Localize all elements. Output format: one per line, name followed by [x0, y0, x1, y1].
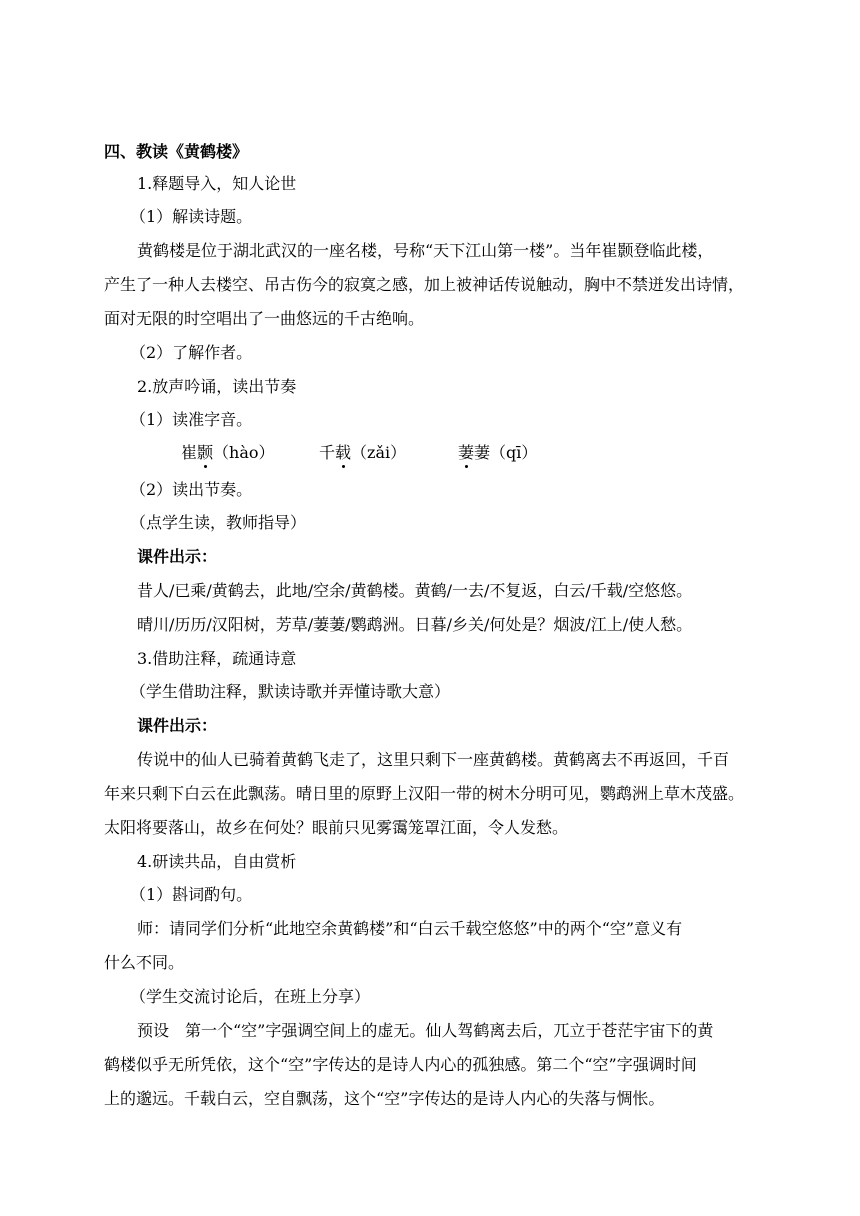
step1-sub2: （2）了解作者。 [130, 343, 253, 362]
pron-char: 千 [319, 443, 336, 462]
step3-note: （学生借助注释，默读诗歌并弄懂诗歌大意） [130, 682, 451, 701]
step3-courseware-label: 课件出示： [137, 716, 218, 735]
answer-line-2: 鹤楼似乎无所凭依，这个“空”字传达的是诗人内心的孤独感。第二个“空”字强调时间 [104, 1055, 697, 1074]
pron-emphasized-char: 载 [335, 443, 352, 462]
step1-para-line-2: 产生了一种人去楼空、吊古伤今的寂寞之感，加上被神话传说触动，胸中不禁迸发出诗情， [104, 275, 745, 294]
pron-emphasized-char: 萋 [458, 443, 475, 462]
step3-para-line-2: 年来只剩下白云在此飘荡。晴日里的原野上汉阳一带的树木分明可见，鹦鹉洲上草木茂盛。 [104, 784, 745, 803]
step2-title: 2.放声吟诵，读出节奏 [137, 377, 297, 396]
step1-para-line-3: 面对无限的时空唱出了一曲悠远的千古绝响。 [104, 309, 425, 328]
step2-sub1: （1）读准字音。 [130, 410, 253, 429]
step3-para-line-3: 太阳将要落山，故乡在何处？眼前只见雾霭笼罩江面，令人发愁。 [104, 818, 569, 837]
step2-sub2: （2）读出节奏。 [130, 480, 253, 499]
pron-emphasized-char: 颢 [197, 443, 214, 462]
pron-reading: （hào） [213, 443, 275, 462]
step1-para-line-1: 黄鹤楼是位于湖北武汉的一座名楼，号称“天下江山第一楼”。当年崔颢登临此楼， [137, 241, 714, 260]
rhythm-line-1: 昔人/已乘/黄鹤去，此地/空余/黄鹤楼。黄鹤/一去/不复返，白云/千载/空悠悠。 [137, 581, 693, 600]
step2-note: （点学生读，教师指导） [130, 513, 307, 532]
step4-note: （学生交流讨论后，在班上分享） [130, 987, 371, 1006]
step2-courseware-label: 课件出示： [137, 547, 218, 566]
pronunciation-item [319, 442, 406, 464]
question-line-2: 什么不同。 [104, 953, 185, 972]
step1-title: 1.释题导入，知人论世 [137, 174, 297, 193]
pron-char: 萋 [474, 443, 491, 462]
step1-sub1: （1）解读诗题。 [130, 207, 253, 226]
pronunciation-item [181, 442, 275, 464]
pronunciation-item [458, 442, 537, 464]
pron-reading: （qī） [490, 443, 538, 462]
question-line-1: 师：请同学们分析“此地空余黄鹤楼”和“白云千载空悠悠”中的两个“空”意义有 [137, 919, 683, 938]
pron-char: 崔 [181, 443, 198, 462]
step4-title: 4.研读共品，自由赏析 [137, 852, 297, 871]
step3-title: 3.借助注释，疏通诗意 [137, 649, 297, 668]
answer-line-3: 上的邈远。千载白云，空自飘荡，这个“空”字传达的是诗人内心的失落与惆怅。 [104, 1089, 665, 1108]
pron-reading: （zǎi） [351, 443, 407, 462]
answer-line-1: 预设 第一个“空”字强调空间上的虚无。仙人驾鹤离去后，兀立于苍茫宇宙下的黄 [137, 1021, 714, 1040]
step3-para-line-1: 传说中的仙人已骑着黄鹤飞走了，这里只剩下一座黄鹤楼。黄鹤离去不再返回，千百 [137, 750, 730, 769]
step4-sub1: （1）斟词酌句。 [130, 885, 253, 904]
section-heading: 四、教读《黄鹤楼》 [104, 142, 249, 161]
rhythm-line-2: 晴川/历历/汉阳树，芳草/萋萋/鹦鹉洲。日暮/乡关/何处是？烟波/江上/使人愁。 [137, 615, 693, 634]
